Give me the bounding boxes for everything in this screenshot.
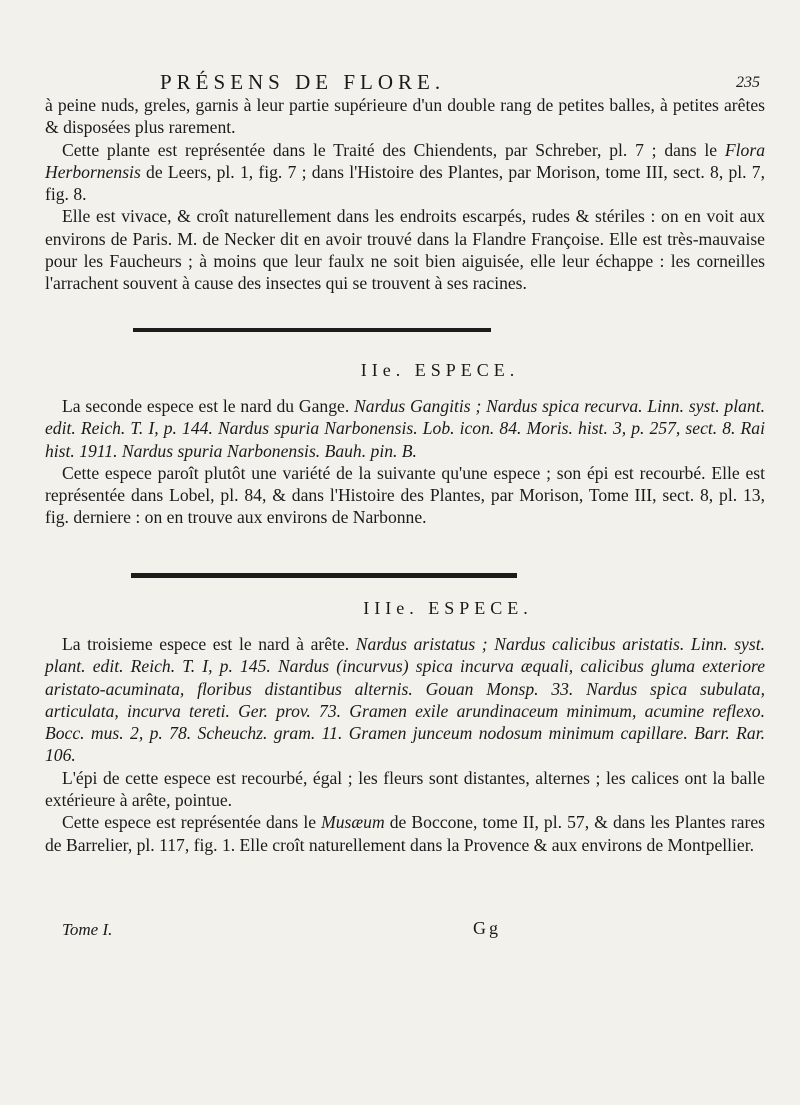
page-footer (0, 918, 800, 948)
paragraph: L'épi de cette espece est recourbé, égal ; les fleurs sont distantes, alternes ; les calices ont la balle extérieure à arête, pointue. (45, 767, 765, 811)
section-heading: IIIe. ESPECE. (363, 598, 533, 618)
paragraph (45, 633, 765, 767)
italic-title: Musæum (321, 812, 385, 833)
paragraph: à peine nuds, greles, garnis à leur partie supérieure d'un double rang de petites balles, à petites arêtes & disposées plus rarement. (45, 95, 765, 138)
section-divider (133, 328, 491, 332)
text-run: Cette plante est représentée dans le Traité des Chiendents, par Schreber, pl. 7 ; dans le (62, 139, 725, 160)
latin-synonymy: Nardus aristatus ; Nardus calicibus aristatis. Linn. syst. plant. edit. Reich. T. I, p. 145. Nardus (incurvus) spica incurva æquali, calicibus gluma exteriore aristato-acuminata, floribus distantibus alternis. Gouan Monsp. 33. Nardus spica subulata, articulata, incurva tereti. Ger. prov. 73. Gramen exile arundinaceum minimum, acumine reflexo. Bocc. mus. 2, p. 78. Scheuchz. gram. 11. Gramen junceum nodosum minimum capillare. Barr. Rar. 106. (45, 634, 765, 766)
text-run: de Boccone, tome II, pl. 57, & dans les Plantes rares de Barrelier, pl. 117, fig. 1. Elle croît naturellement dans la Provence & aux environs de Montpellier. (45, 812, 766, 855)
paragraph: Cette espece paroît plutôt une variété de la suivante qu'une espece ; son épi est recourbé. Elle est représentée dans Lobel, pl. 84, & dans l'Histoire des Plantes, par Morison, Tome III, sect. 8, pl. 13, fig. derniere : on en trouve aux environs de Narbonne. (45, 462, 765, 528)
signature-mark: Gg (473, 918, 501, 938)
latin-synonymy: Nardus Gangitis ; Nardus spica recurva. Linn. syst. plant. edit. Reich. T. I, p. 144. Nardus spuria Narbonensis. Lob. icon. 84. Moris. hist. 3, p. 257, sect. 8. Rai hist. 1911. Nardus spuria Narbonensis. Bauh. pin. B. (45, 396, 765, 461)
text-run: Cette espece est représentée dans le (62, 812, 322, 833)
paragraph (45, 395, 765, 462)
text-run: de Leers, pl. 1, fig. 7 ; dans l'Histoire des Plantes, par Morison, tome III, sect. 8, pl. 7, fig. 8. (45, 161, 765, 205)
page-number: 235 (736, 74, 760, 91)
section-3-text (45, 633, 765, 856)
volume-label: Tome I. (62, 920, 113, 939)
running-head (0, 66, 800, 96)
running-title: PRÉSENS DE FLORE. (160, 70, 446, 94)
section-divider (131, 573, 517, 578)
section-2-text (45, 395, 765, 529)
italic-title: Flora Herbornensis (45, 139, 765, 182)
continued-text-block (45, 94, 765, 295)
paragraph (45, 811, 765, 856)
section-heading: IIe. ESPECE. (360, 360, 520, 380)
paragraph (45, 139, 765, 206)
text-run: La troisieme espece est le nard à arête. (62, 634, 356, 654)
text-run: La seconde espece est le nard du Gange. (62, 396, 355, 416)
paragraph: Elle est vivace, & croît naturellement dans les endroits escarpés, rudes & stériles : on en voit aux environs de Paris. M. de Necker dit en avoir trouvé dans la Flandre Françoise. Elle est très-mauvaise pour les Faucheurs ; à moins que leur faulx ne soit bien aiguisée, elle leur échappe : les corneilles l'arrachent souvent à cause des insectes qui se trouvent à ses racines. (45, 206, 765, 294)
